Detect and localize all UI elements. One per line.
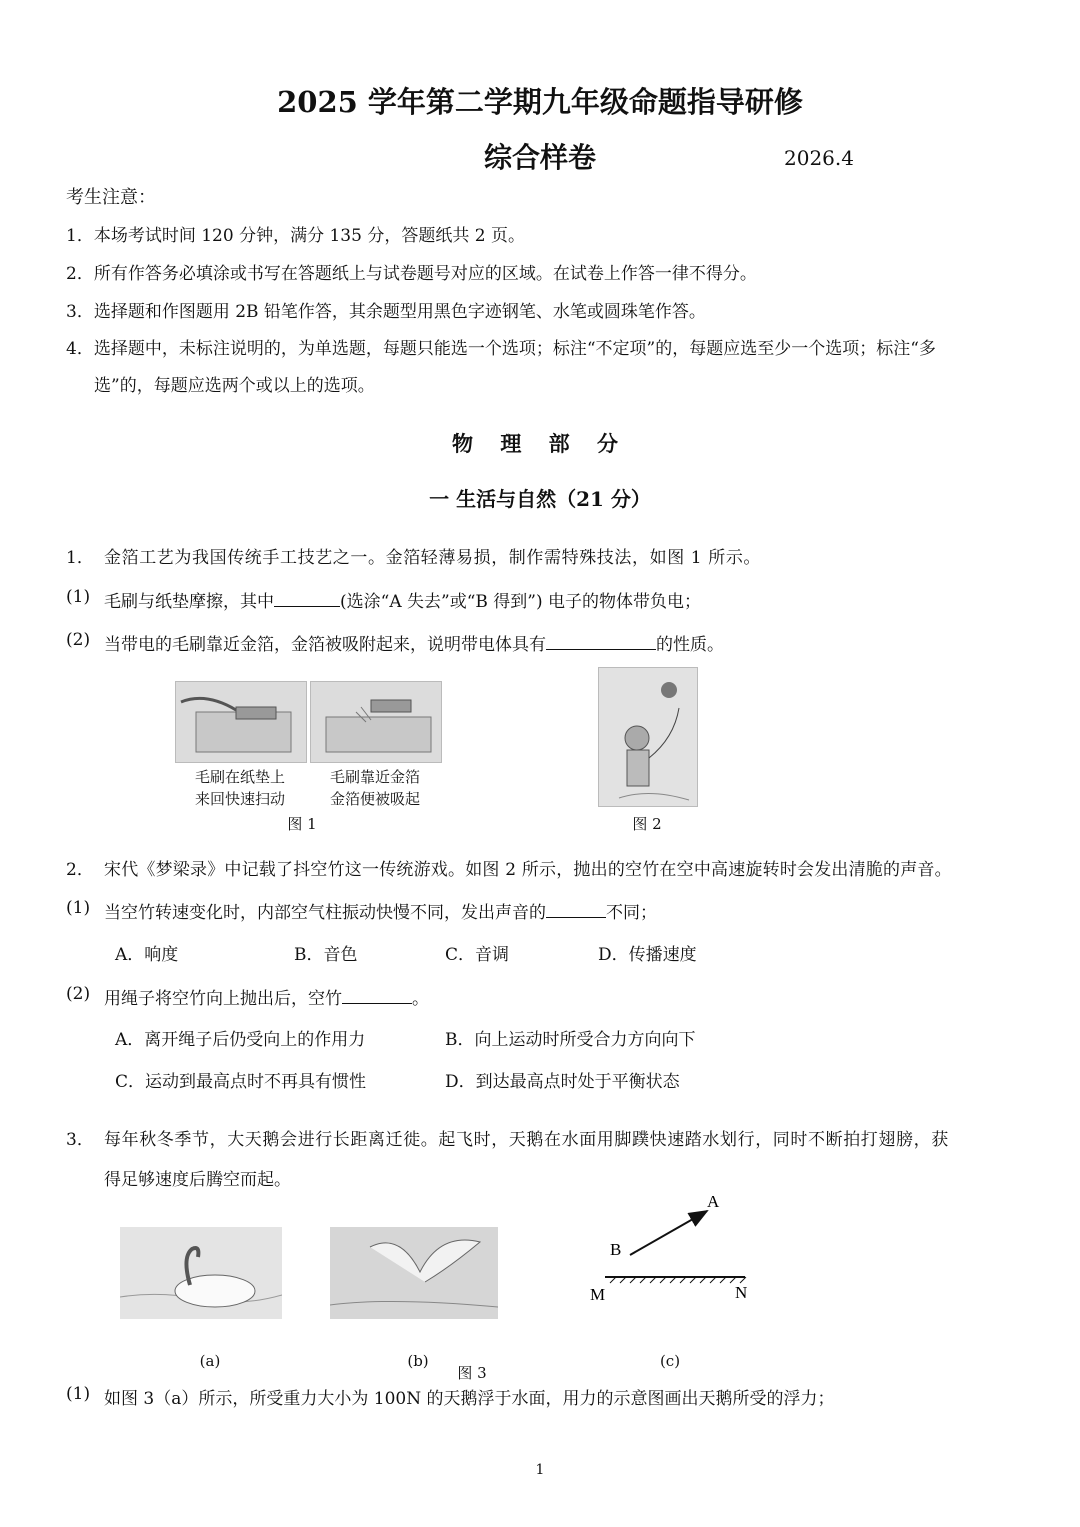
fig1-right-caption-2: 金箔便被吸起 [329,790,420,808]
fig3b-image [330,1227,498,1319]
fig3a-image [120,1227,282,1319]
answer-blank[interactable] [342,987,412,1004]
q2-sub2-option-b[interactable]: B．向上运动时所受合力方向向下 [445,1030,696,1050]
section-title: 一 生活与自然（21 分） [429,487,651,511]
exam-subtitle: 综合样卷 [484,141,597,174]
point-m-label: M [590,1285,606,1304]
point-n-label: N [735,1283,748,1302]
fig3c-diagram [580,1185,770,1315]
point-a-label: A [707,1192,720,1211]
notice-item-3: 3．选择题和作图题用 2B 铅笔作答，其余题型用黑色字迹钢笔、水笔或圆珠笔作答。 [66,302,706,322]
notice-heading: 考生注意： [66,187,156,208]
q3-number: 3． [66,1130,94,1150]
notice-item-2: 2．所有作答务必填涂或书写在答题纸上与试卷题号对应的区域。在试卷上作答一律不得分。 [66,264,757,284]
q1-sub1: 毛刷与纸垫摩擦，其中 (选涂“A 失去”或“B 得到”) 电子的物体带负电； [104,592,702,612]
q2-sub1-number: (1) [66,898,91,918]
notice-item-4: 4．选择题中，未标注说明的，为单选题，每题只能选一个选项；标注“不定项”的，每题应选至少一个选项；标注“多 [66,339,936,359]
brush-near-foil-icon [311,682,441,762]
q1-sub1-number: (1) [66,587,91,607]
q2-sub1-option-c[interactable]: C．音调 [445,945,510,965]
answer-blank[interactable] [546,901,606,918]
fig3c-label: (c) [659,1352,681,1370]
q2-sub2-number: (2) [66,984,91,1004]
exam-date: 2026.4 [784,146,854,170]
notice-item-4-cont: 选”的，每题应选两个或以上的选项。 [94,376,375,396]
q2-sub1: 当空竹转速变化时，内部空气柱振动快慢不同，发出声音的 不同； [104,903,657,923]
fig3-label: 图 3 [457,1364,487,1382]
q2-sub1-option-a[interactable]: A．响度 [115,945,179,965]
q2-sub2-option-a[interactable]: A．离开绳子后仍受向上的作用力 [115,1030,366,1050]
fig3b-label: (b) [407,1352,429,1370]
fig1-left-caption-1: 毛刷在纸垫上 [194,768,285,786]
q3-sub1-number: (1) [66,1384,91,1404]
page-number: 1 [535,1462,545,1478]
swan-floating-icon [120,1227,282,1319]
point-b-label: B [610,1240,622,1259]
q2-number: 2． [66,860,94,880]
q2-sub2: 用绳子将空竹向上抛出后，空竹 。 [104,989,429,1009]
q2-text: 宋代《梦梁录》中记载了抖空竹这一传统游戏。如图 2 所示，抛出的空竹在空中高速旋转时会发出清脆的声音。 [104,860,952,880]
q1-sub2: 当带电的毛刷靠近金箔，金箔被吸附起来，说明带电体具有 的性质。 [104,635,724,655]
notice-item-1: 1．本场考试时间 120 分钟，满分 135 分，答题纸共 2 页。 [66,226,525,246]
fig1-left-image [175,681,307,763]
q3-text-line1: 每年秋冬季节，大天鹅会进行长距离迁徙。起飞时，天鹅在水面用脚蹼快速踏水划行，同时不断拍打翅膀，获 [104,1130,949,1150]
q3-sub1: 如图 3（a）所示，所受重力大小为 100N 的天鹅浮于水面，用力的示意图画出天鹅所受的浮力； [104,1389,835,1409]
part-title: 物 理 部 分 [452,431,628,456]
force-arrow [630,1211,707,1255]
brush-on-pad-icon [176,682,306,762]
answer-blank[interactable] [546,633,656,650]
fig3a-label: (a) [199,1352,221,1370]
q1-text: 金箔工艺为我国传统手工技艺之一。金箔轻薄易损，制作需特殊技法，如图 1 所示。 [104,548,762,568]
fig1-right-caption-1: 毛刷靠近金箔 [329,768,420,786]
answer-blank[interactable] [274,590,340,607]
q2-sub2-option-d[interactable]: D．到达最高点时处于平衡状态 [445,1072,680,1092]
exam-title: 2025 学年第二学期九年级命题指导研修 [277,85,803,119]
q3-text-line2: 得足够速度后腾空而起。 [104,1170,291,1190]
q1-sub2-number: (2) [66,630,91,650]
fig1-right-image [310,681,442,763]
q2-sub1-option-d[interactable]: D．传播速度 [598,945,697,965]
q2-sub2-option-c[interactable]: C．运动到最高点时不再具有惯性 [115,1072,367,1092]
fig1-label: 图 1 [287,815,317,833]
q1-number: 1． [66,548,94,568]
fig2-image [598,667,698,807]
fig1-left-caption-2: 来回快速扫动 [194,790,285,808]
q2-sub1-option-b[interactable]: B．音色 [294,945,358,965]
swan-takeoff-icon [330,1227,498,1319]
fig2-label: 图 2 [632,815,662,833]
diabolo-player-icon [599,668,697,806]
